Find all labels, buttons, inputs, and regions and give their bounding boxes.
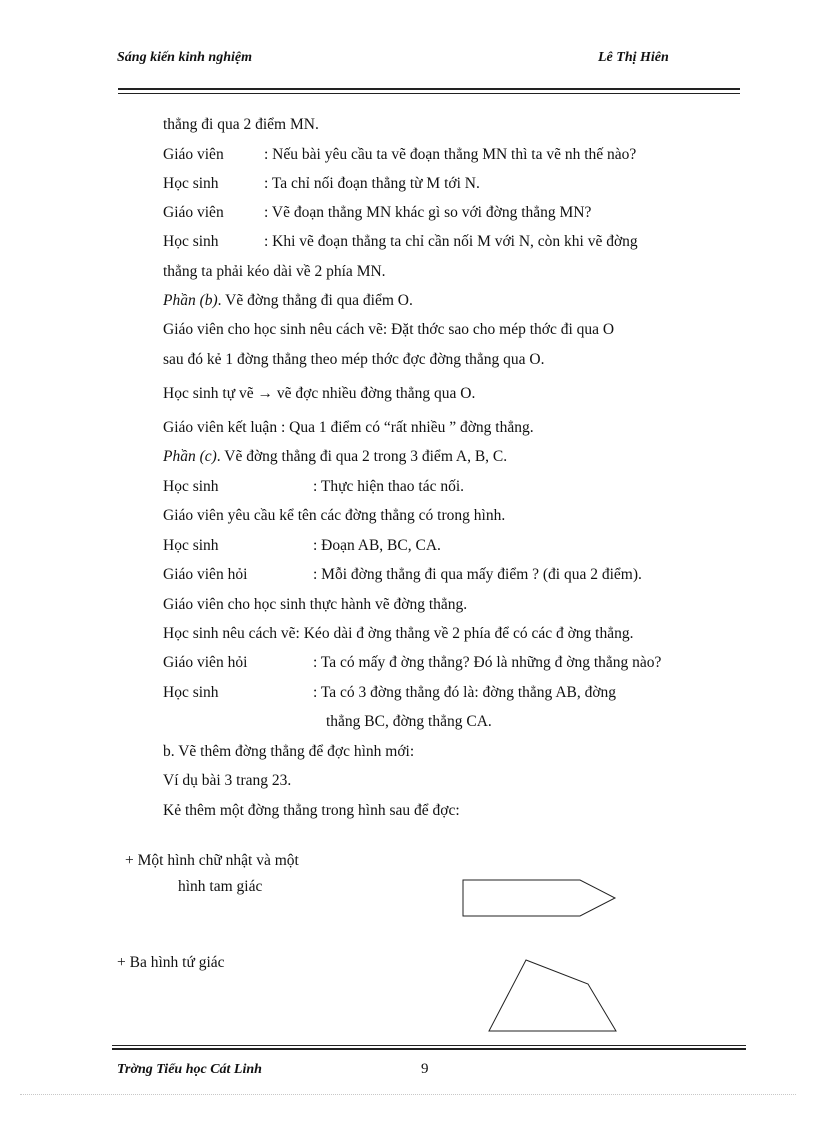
speech-text: : Khi vẽ đoạn thẳng ta chỉ cần nối M với N, còn khi vẽ đờng	[264, 233, 638, 250]
speaker-label: Học sinh	[163, 537, 219, 554]
speaker-label: Giáo viên	[163, 146, 224, 163]
exercise-item-1-line-2: hình tam giác	[178, 878, 263, 895]
exercise-item-2: + Ba hình tứ giác	[117, 954, 225, 971]
section-label: Phần (b)	[163, 292, 218, 309]
header-title-left: Sáng kiến kinh nghiệm	[117, 50, 252, 65]
speaker-label: Giáo viên hỏi	[163, 654, 248, 671]
text-line: thẳng ta phải kéo dài về 2 phía MN.	[163, 263, 386, 280]
speech-text: : Ta có 3 đờng thẳng đó là: đờng thẳng AB, đờng	[313, 684, 617, 701]
text-line: Ví dụ bài 3 trang 23.	[163, 772, 292, 789]
page-number: 9	[421, 1061, 429, 1077]
text-line: Kẻ thêm một đờng thẳng trong hình sau để đợc:	[163, 802, 460, 819]
text-line: b. Vẽ thêm đờng thẳng để đợc hình mới:	[163, 743, 415, 760]
text-line: Giáo viên yêu cầu kể tên các đờng thẳng có trong hình.	[163, 507, 506, 524]
speech-text: : Nếu bài yêu cầu ta vẽ đoạn thẳng MN thì ta vẽ nh thế nào?	[264, 146, 637, 163]
quadrilateral-shape	[489, 960, 616, 1031]
footer-school: Trờng Tiểu học Cát Linh	[117, 1062, 262, 1077]
page-edge-dotted	[20, 1094, 796, 1095]
speaker-label: Giáo viên hỏi	[163, 566, 248, 583]
speaker-label: Học sinh	[163, 175, 219, 192]
text-line: Giáo viên cho học sinh nêu cách vẽ: Đặt thớc sao cho mép thớc đi qua O	[163, 321, 615, 338]
speech-text: : Mỗi đờng thẳng đi qua mấy điểm ? (đi qua 2 điểm).	[313, 566, 642, 583]
text-line: thẳng đi qua 2 điểm MN.	[163, 116, 319, 133]
text-line: sau đó kẻ 1 đờng thẳng theo mép thớc đợc đờng thẳng qua O.	[163, 351, 545, 368]
section-text: . Vẽ đờng thẳng đi qua 2 trong 3 điểm A, B, C.	[216, 448, 508, 465]
speech-text: : Thực hiện thao tác nối.	[313, 478, 465, 495]
text-line: Giáo viên kết luận : Qua 1 điểm có “rất nhiều ” đờng thẳng.	[163, 419, 534, 436]
speaker-label: Học sinh	[163, 478, 219, 495]
speaker-label: Học sinh	[163, 684, 219, 701]
speech-text: : Đoạn AB, BC, CA.	[313, 537, 441, 554]
text-line: Học sinh tự vẽ → vẽ đợc nhiều đờng thẳng qua O.	[163, 385, 476, 402]
pentagon-arrow-shape	[463, 880, 615, 916]
footer-rule-thick	[112, 1048, 746, 1050]
section-text: . Vẽ đờng thẳng đi qua điểm O.	[217, 292, 413, 309]
speech-text: : Ta chỉ nối đoạn thẳng từ M tới N.	[264, 175, 480, 192]
header-author-right: Lê Thị Hiên	[598, 50, 669, 65]
text-line: Giáo viên cho học sinh thực hành vẽ đờng thẳng.	[163, 596, 468, 613]
speech-text: : Vẽ đoạn thẳng MN khác gì so với đờng thẳng MN?	[264, 204, 592, 221]
speech-text: : Ta có mấy đ ờng thẳng? Đó là những đ ờng thẳng nào?	[313, 654, 662, 671]
speaker-label: Học sinh	[163, 233, 219, 250]
section-label: Phần (c)	[163, 448, 217, 465]
text-line: thẳng BC, đờng thẳng CA.	[326, 713, 492, 730]
speaker-label: Giáo viên	[163, 204, 224, 221]
footer-rule-thin	[112, 1045, 746, 1046]
exercise-item-1-line-1: + Một hình chữ nhật và một	[125, 852, 299, 869]
text-line: Học sinh nêu cách vẽ: Kéo dài đ ờng thẳng về 2 phía để có các đ ờng thẳng.	[163, 625, 634, 642]
